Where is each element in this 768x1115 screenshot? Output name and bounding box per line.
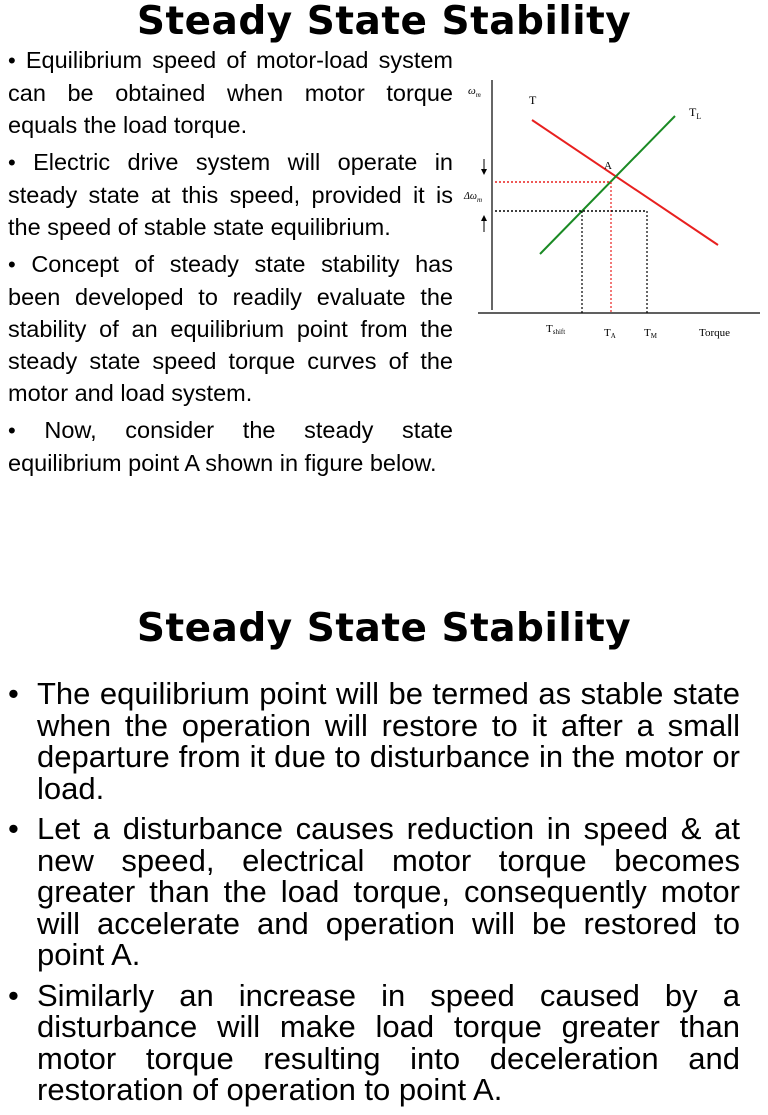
tick-ta: TA (604, 327, 616, 340)
bullet-text: Concept of steady state stability has been developed to readily evaluate the stability of an equilibrium point from the steady state speed torque curves of the motor and load system. (8, 251, 453, 406)
tick-tm: TM (644, 327, 657, 340)
slide-1-title: Steady State Stability (136, 0, 632, 44)
bullet-item (8, 414, 453, 479)
bullet-item (8, 44, 453, 141)
load-torque-curve (540, 116, 675, 254)
slide-2-title: Steady State Stability (136, 606, 632, 651)
bullet-dot: • (8, 150, 16, 175)
tick-tshift: Tshift (546, 323, 566, 336)
slide-1-bullet-list (8, 44, 453, 484)
bullet-text: Now, consider the steady state equilibrium point A shown in figure below. (8, 417, 454, 476)
bullet-dot: • (8, 676, 19, 711)
delta-omega-label: $\Delta\omega_m$ (464, 191, 482, 204)
bullet-text: Equilibrium speed of motor-load system can be obtained when motor torque equals the load torque. (8, 47, 453, 138)
bullet-text: The equilibrium point will be termed as stable state when the operation will restore to it after a small departure from it due to disturbance in the motor or load. (37, 676, 740, 806)
load-curve-label: $T_L$ (689, 105, 702, 121)
up-arrow-icon (481, 215, 487, 232)
motor-curve-label: T (529, 93, 537, 107)
bullet-text: Similarly an increase in speed caused by a disturbance will make load torque greater than motor torque resulting into deceleration and restoration of operation to point A. (37, 977, 740, 1107)
y-axis-label: $\omega_m$ (468, 85, 481, 99)
bullet-text: Let a disturbance causes reduction in speed & at new speed, electrical motor torque becomes greater than the load torque, consequently motor will accelerate and operation will be restored to point A. (37, 811, 740, 972)
bullet-item (8, 678, 740, 804)
bullet-item (8, 813, 740, 971)
speed-torque-figure (460, 70, 768, 350)
bullet-dot: • (8, 811, 19, 846)
bullet-dot: • (8, 252, 16, 277)
x-axis-label: Torque (699, 327, 730, 339)
down-arrow-icon (481, 159, 487, 175)
bullet-item (8, 977, 740, 1107)
bullet-dot: • (8, 977, 19, 1013)
bullet-dot: • (8, 418, 16, 443)
bullet-dot: • (8, 48, 16, 73)
bullet-text: Electric drive system will operate in steady state at this speed, provided it is the speed of stable state equilibrium. (8, 149, 453, 240)
bullet-item (8, 248, 453, 409)
bullet-item (8, 146, 453, 243)
slide-2-bullet-list (8, 678, 740, 1115)
point-a-label: A (604, 160, 612, 172)
